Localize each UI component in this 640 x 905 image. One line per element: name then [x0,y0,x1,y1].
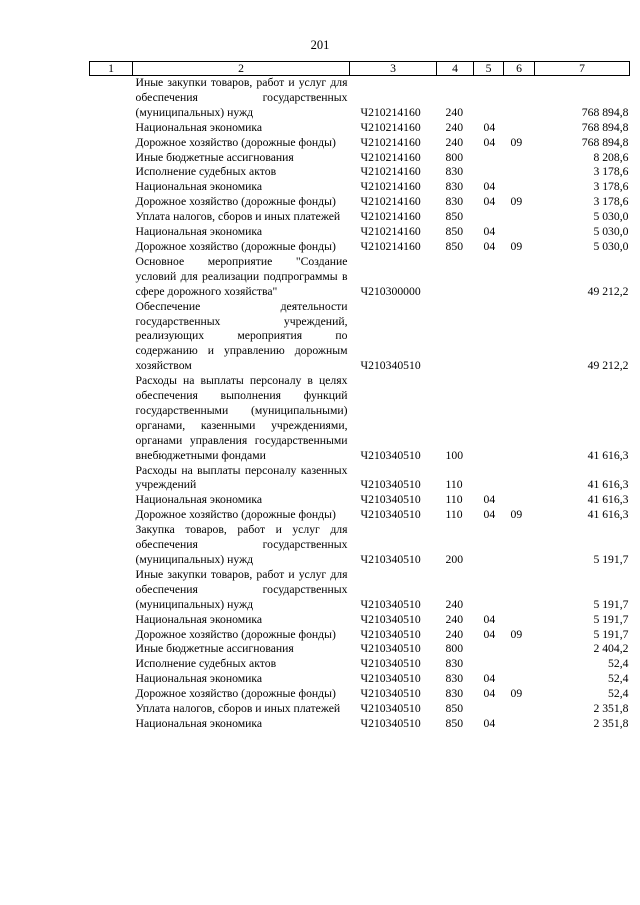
table-row [90,240,630,255]
section-code: 04 [483,180,496,194]
expense-type: 240 [445,120,464,134]
table-header [90,62,630,76]
budget-table [89,61,630,732]
subsection-code [504,225,535,240]
subsection-code [504,657,535,672]
section-code: 04 [483,508,496,522]
table-row [90,464,630,494]
item-name: Расходы на выплаты персоналу в целях обеспечения выполнения функций государственными (муниципальными) органами, казенными учреждениями, органами управления государственными внебюджетными фондами [135,374,348,462]
table-row [90,165,630,180]
subsection-code: 09 [510,627,523,641]
expense-type: 110 [445,508,463,522]
subsection-code: 09 [510,508,523,522]
row-index-cell [90,374,133,463]
table-row [90,300,630,375]
section-code [474,165,504,180]
table-row [90,374,630,463]
target-code: Ч210214160 [360,195,421,209]
table-row [90,508,630,523]
section-code: 04 [483,239,496,253]
section-code: 04 [483,612,496,626]
row-index-cell [90,523,133,568]
item-name: Расходы на выплаты персоналу казенных учреждений [135,463,348,492]
row-index-cell [90,165,133,180]
amount: 5 030,0 [593,225,629,239]
expense-type: 800 [445,642,464,656]
item-name: Дорожное хозяйство (дорожные фонды) [135,687,336,701]
target-code: Ч210340510 [360,493,421,507]
target-code: Ч210340510 [360,359,421,373]
table-row [90,672,630,687]
row-index-cell [90,642,133,657]
amount: 768 894,8 [581,135,629,149]
expense-type: 240 [445,627,464,641]
amount: 768 894,8 [581,105,629,119]
expense-type [437,300,474,375]
table-row [90,195,630,210]
amount: 5 191,7 [593,612,629,626]
amount: 52,4 [608,672,629,686]
subsection-code [504,121,535,136]
subsection-code [504,464,535,494]
target-code: Ч210340510 [360,612,421,626]
section-code: 04 [483,493,496,507]
table-row [90,523,630,568]
item-name: Национальная экономика [135,716,263,730]
item-name: Обеспечение деятельности государственных учреждений, реализующих мероприятия по содержанию и управлению дорожным хозяйством [135,299,348,373]
target-code: Ч210340510 [360,642,421,656]
subsection-code [504,374,535,463]
header-col-7: 7 [535,62,630,76]
amount: 41 616,3 [587,508,629,522]
table-row [90,717,630,732]
header-col-6: 6 [504,62,535,76]
section-code [474,568,504,613]
item-name: Основное мероприятие "Создание условий для реализации подпрограммы в сфере дорожного хозяйства" [135,254,348,298]
section-code [474,151,504,166]
section-code: 04 [483,716,496,730]
header-col-2: 2 [133,62,350,76]
subsection-code [504,672,535,687]
target-code: Ч210340510 [360,687,421,701]
table-row [90,568,630,613]
expense-type: 240 [445,597,464,611]
item-name: Национальная экономика [135,493,263,507]
amount: 5 030,0 [593,239,629,253]
target-code: Ч210214160 [360,165,421,179]
item-name: Национальная экономика [135,120,263,134]
subsection-code [504,568,535,613]
target-code: Ч210300000 [360,284,421,298]
row-index-cell [90,657,133,672]
table-row [90,628,630,643]
subsection-code: 09 [510,239,523,253]
target-code: Ч210340510 [360,597,421,611]
row-index-cell [90,136,133,151]
section-code [474,255,504,300]
item-name: Уплата налогов, сборов и иных платежей [135,210,341,224]
amount: 49 212,2 [587,284,629,298]
header-col-1: 1 [90,62,133,76]
subsection-code [504,493,535,508]
item-name: Национальная экономика [135,672,263,686]
row-index-cell [90,508,133,523]
amount: 49 212,2 [587,359,629,373]
row-index-cell [90,300,133,375]
amount: 2 404,2 [593,642,629,656]
subsection-code [504,180,535,195]
item-name: Закупка товаров, работ и услуг для обеспечения государственных (муниципальных) нужд [135,523,348,566]
section-code: 04 [483,120,496,134]
item-name: Дорожное хозяйство (дорожные фонды) [135,195,336,209]
expense-type: 240 [445,135,464,149]
target-code: Ч210340510 [360,478,421,492]
row-index-cell [90,672,133,687]
expense-type: 830 [445,657,464,671]
item-name: Иные закупки товаров, работ и услуг для обеспечения государственных (муниципальных) нужд [135,76,348,119]
table-row [90,151,630,166]
row-index-cell [90,240,133,255]
target-code: Ч210214160 [360,225,421,239]
target-code: Ч210214160 [360,105,421,119]
amount: 52,4 [608,687,629,701]
table-row [90,225,630,240]
section-code [474,374,504,463]
subsection-code [504,210,535,225]
expense-type: 100 [445,448,464,462]
section-code: 04 [483,627,496,641]
table-row [90,657,630,672]
amount: 41 616,3 [587,448,629,462]
section-code [474,702,504,717]
subsection-code [504,76,535,121]
page-number: 201 [310,38,330,52]
target-code: Ч210340510 [360,553,421,566]
row-index-cell [90,151,133,166]
item-name: Дорожное хозяйство (дорожные фонды) [135,239,336,253]
subsection-code: 09 [510,195,523,209]
amount: 2 351,8 [593,716,629,730]
target-code: Ч210340510 [360,672,421,686]
subsection-code [504,702,535,717]
amount: 768 894,8 [581,120,629,134]
table-row [90,136,630,151]
row-index-cell [90,687,133,702]
row-index-cell [90,76,133,121]
target-code: Ч210214160 [360,150,421,164]
subsection-code [504,613,535,628]
subsection-code: 09 [510,135,523,149]
target-code: Ч210214160 [360,210,421,224]
table-row [90,180,630,195]
expense-type: 110 [445,478,463,492]
item-name: Иные бюджетные ассигнования [135,150,294,164]
row-index-cell [90,717,133,732]
expense-type: 830 [445,687,464,701]
item-name: Иные закупки товаров, работ и услуг для обеспечения государственных (муниципальных) нужд [135,567,348,611]
expense-type: 830 [445,195,464,209]
header-col-3: 3 [350,62,437,76]
section-code [474,300,504,375]
section-code: 04 [483,672,496,686]
section-code [474,642,504,657]
header-col-5: 5 [474,62,504,76]
target-code: Ч210340510 [360,702,421,716]
item-name: Уплата налогов, сборов и иных платежей [135,702,341,716]
row-index-cell [90,255,133,300]
expense-type: 240 [445,105,464,119]
row-index-cell [90,225,133,240]
expense-type: 850 [445,239,464,253]
section-code [474,76,504,121]
target-code: Ч210214160 [360,239,421,253]
table-row [90,255,630,300]
amount: 3 178,6 [593,165,629,179]
target-code: Ч210340510 [360,448,421,462]
expense-type: 830 [445,672,464,686]
expense-type: 800 [445,150,464,164]
row-index-cell [90,493,133,508]
item-name: Национальная экономика [135,612,263,626]
row-index-cell [90,195,133,210]
expense-type: 240 [445,612,464,626]
subsection-code [504,300,535,375]
header-col-4: 4 [437,62,474,76]
expense-type [437,255,474,300]
expense-type: 850 [445,225,464,239]
row-index-cell [90,613,133,628]
target-code: Ч210340510 [360,657,421,671]
expense-type: 830 [445,165,464,179]
target-code: Ч210340510 [360,716,421,730]
row-index-cell [90,180,133,195]
amount: 5 030,0 [593,210,629,224]
table-row [90,702,630,717]
amount: 5 191,7 [593,627,629,641]
table-row [90,613,630,628]
subsection-code [504,523,535,568]
expense-type: 850 [445,210,464,224]
expense-type: 830 [445,180,464,194]
row-index-cell [90,210,133,225]
section-code [474,210,504,225]
section-code [474,523,504,568]
table-row [90,493,630,508]
amount: 3 178,6 [593,180,629,194]
subsection-code [504,151,535,166]
item-name: Исполнение судебных актов [135,657,277,671]
subsection-code [504,165,535,180]
table-row [90,121,630,136]
table-row [90,210,630,225]
item-name: Национальная экономика [135,225,263,239]
section-code: 04 [483,195,496,209]
subsection-code [504,642,535,657]
table-row [90,687,630,702]
expense-type: 200 [445,553,464,566]
expense-type: 110 [445,493,463,507]
subsection-code [504,255,535,300]
amount: 3 178,6 [593,195,629,209]
item-name: Иные бюджетные ассигнования [135,642,294,656]
table-row [90,642,630,657]
amount: 41 616,3 [587,478,629,492]
item-name: Национальная экономика [135,180,263,194]
section-code: 04 [483,225,496,239]
section-code [474,464,504,494]
amount: 41 616,3 [587,493,629,507]
expense-type: 850 [445,716,464,730]
item-name: Дорожное хозяйство (дорожные фонды) [135,508,336,522]
subsection-code: 09 [510,687,523,701]
table-row [90,76,630,121]
target-code: Ч210340510 [360,627,421,641]
section-code [474,657,504,672]
target-code: Ч210214160 [360,120,421,134]
target-code: Ч210340510 [360,508,421,522]
item-name: Дорожное хозяйство (дорожные фонды) [135,135,336,149]
table-body [90,76,630,732]
row-index-cell [90,628,133,643]
header-row [90,62,630,76]
amount: 5 191,7 [593,597,629,611]
section-code: 04 [483,687,496,701]
amount: 2 351,8 [593,702,629,716]
target-code: Ч210214160 [360,180,421,194]
section-code: 04 [483,135,496,149]
row-index-cell [90,464,133,494]
expense-type: 850 [445,702,464,716]
item-name: Исполнение судебных актов [135,165,277,179]
item-name: Дорожное хозяйство (дорожные фонды) [135,627,336,641]
row-index-cell [90,568,133,613]
subsection-code [504,717,535,732]
target-code: Ч210214160 [360,135,421,149]
amount: 52,4 [608,657,629,671]
row-index-cell [90,702,133,717]
amount: 5 191,7 [593,553,629,566]
amount: 8 208,6 [593,150,629,164]
row-index-cell [90,121,133,136]
